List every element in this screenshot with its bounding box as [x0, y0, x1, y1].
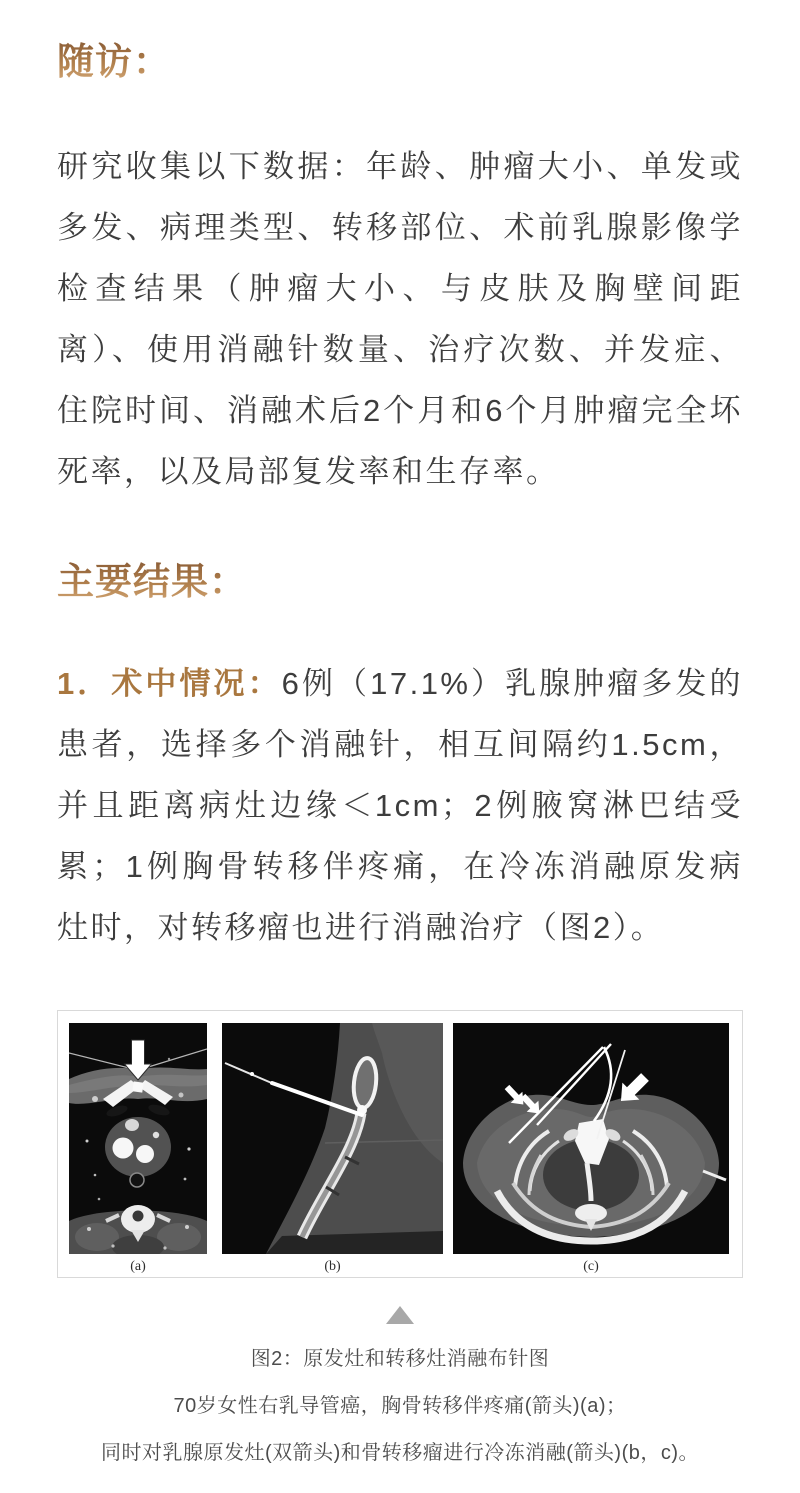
- figure-caption-line2: 70岁女性右乳导管癌，胸骨转移伴疼痛(箭头)(a)；: [173, 1394, 627, 1417]
- ct-sagittal-sternum-needle-image: [222, 1023, 443, 1254]
- panel-b-label: (b): [324, 1258, 341, 1274]
- figure-caption-title: 图2：原发灶和转移灶消融布针图: [250, 1347, 550, 1370]
- figure-panels-row: [69, 1023, 731, 1274]
- figure-panel-b: [222, 1023, 443, 1274]
- figure-panel-c: [453, 1023, 729, 1274]
- figure-caption: [57, 1336, 743, 1477]
- followup-heading: 随访：: [57, 40, 743, 86]
- results-heading: 主要结果：: [57, 560, 743, 606]
- up-triangle-icon: [386, 1306, 414, 1324]
- figure-panel-a: [69, 1023, 207, 1274]
- ct-axial-chest-needles-image: [453, 1023, 729, 1254]
- results-item-1-text: 6例（17.1%）乳腺肿瘤多发的患者，选择多个消融针，相互间隔约1.5cm，并且距离病灶边缘＜1cm；2例腋窝淋巴结受累；1例胸骨转移伴疼痛，在冷冻消融原发病灶时，对转移瘤也进行消融治疗（图2）。: [57, 665, 743, 945]
- figure-2-box: [57, 1010, 743, 1278]
- panel-c-label: (c): [583, 1258, 599, 1274]
- results-item-1: [57, 653, 743, 958]
- results-item-1-lead: 1．术中情况：: [57, 665, 282, 701]
- figure-caption-line3: 同时对乳腺原发灶(双箭头)和骨转移瘤进行冷冻消融(箭头)(b，c)。: [100, 1441, 700, 1464]
- followup-paragraph: 研究收集以下数据：年龄、肿瘤大小、单发或多发、病理类型、转移部位、术前乳腺影像学检查结果（肿瘤大小、与皮肤及胸壁间距离）、使用消融针数量、治疗次数、并发症、住院时间、消融术后2个月和6个月肿瘤完全坏死率，以及局部复发率和生存率。: [57, 149, 743, 490]
- panel-a-label: (a): [130, 1258, 146, 1274]
- ct-axial-sternum-image: [69, 1023, 207, 1254]
